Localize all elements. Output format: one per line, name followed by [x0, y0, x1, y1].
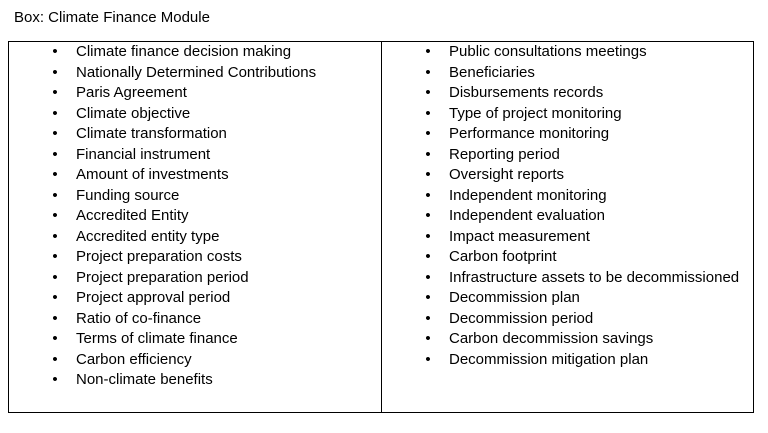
list-item-text: Non-climate benefits: [76, 371, 213, 388]
list-item: [382, 227, 753, 248]
list-item-text: Funding source: [76, 186, 180, 204]
list-item: [9, 227, 381, 248]
left-column: [9, 42, 382, 412]
list-item-text: Reporting period: [449, 145, 560, 163]
list-item-text: Independent evaluation: [449, 207, 605, 224]
list-item: [382, 288, 753, 309]
list-item: [9, 104, 381, 125]
list-item: [9, 288, 381, 309]
bullet-icon: •: [52, 166, 58, 183]
list-item: [9, 309, 381, 330]
bullet-icon: •: [425, 248, 431, 265]
bullet-icon: •: [425, 63, 431, 81]
list-item-text: Project preparation period: [76, 268, 249, 286]
list-item-text: Decommission period: [449, 309, 594, 327]
list-item-text: Public consultations meetings: [449, 43, 647, 60]
list-item-text: Financial instrument: [76, 145, 211, 163]
bullet-icon: •: [52, 207, 58, 224]
list-item: [382, 268, 753, 289]
bullet-icon: •: [52, 104, 58, 122]
bullet-icon: •: [52, 248, 58, 265]
bullet-icon: •: [52, 350, 58, 368]
list-item: [9, 329, 381, 350]
list-item-text: Carbon efficiency: [76, 350, 192, 368]
list-item-text: Disbursements records: [449, 84, 604, 101]
list-item-text: Independent monitoring: [449, 186, 607, 204]
list-item: [9, 42, 381, 63]
list-item-text: Carbon decommission savings: [449, 330, 654, 347]
bullet-icon: •: [52, 145, 58, 163]
list-item-text: Oversight reports: [449, 166, 565, 183]
bullet-icon: •: [425, 104, 431, 122]
bullet-icon: •: [52, 63, 58, 81]
list-item-text: Decommission plan: [449, 289, 580, 306]
list-item-text: Accredited entity type: [76, 227, 220, 245]
bullet-icon: •: [52, 289, 58, 306]
list-item: [382, 42, 753, 63]
list-item: [382, 329, 753, 350]
list-item: [9, 63, 381, 84]
list-item-text: Project approval period: [76, 289, 231, 306]
list-item: [9, 165, 381, 186]
bullet-icon: •: [425, 350, 431, 368]
list-item: [9, 145, 381, 166]
list-item-text: Nationally Determined Contributions: [76, 63, 317, 81]
bullet-icon: •: [52, 84, 58, 101]
bullet-icon: •: [425, 268, 431, 286]
list-item-text: Terms of climate finance: [76, 330, 238, 347]
list-item: [9, 124, 381, 145]
list-item: [9, 206, 381, 227]
bullet-icon: •: [52, 125, 58, 142]
list-item: [382, 206, 753, 227]
list-item-text: Ratio of co-finance: [76, 309, 202, 327]
bullet-icon: •: [425, 309, 431, 327]
bullet-icon: •: [425, 43, 431, 60]
list-item-text: Project preparation costs: [76, 248, 242, 265]
box-title: Box: Climate Finance Module: [14, 9, 210, 26]
bullet-icon: •: [52, 330, 58, 347]
list-item-text: Accredited Entity: [76, 207, 189, 224]
bullet-icon: •: [52, 268, 58, 286]
list-item-text: Carbon footprint: [449, 248, 557, 265]
bullet-icon: •: [52, 43, 58, 60]
bullet-icon: •: [52, 227, 58, 245]
list-item-text: Climate objective: [76, 104, 191, 122]
list-item-text: Paris Agreement: [76, 84, 187, 101]
bullet-icon: •: [425, 330, 431, 347]
bullet-icon: •: [425, 145, 431, 163]
bullet-icon: •: [52, 371, 58, 388]
left-item-list: [9, 42, 381, 391]
list-item: [382, 124, 753, 145]
list-item: [382, 104, 753, 125]
list-item-text: Amount of investments: [76, 166, 229, 183]
list-item: [9, 350, 381, 371]
bullet-icon: •: [425, 186, 431, 204]
bullet-icon: •: [52, 186, 58, 204]
list-item-text: Infrastructure assets to be decommissioned: [449, 268, 740, 286]
list-item-text: Performance monitoring: [449, 125, 610, 142]
list-item-text: Decommission mitigation plan: [449, 350, 649, 368]
right-item-list: [382, 42, 753, 370]
bullet-icon: •: [425, 289, 431, 306]
list-item: [9, 83, 381, 104]
list-item: [382, 309, 753, 330]
list-item: [9, 268, 381, 289]
list-item-text: Climate finance decision making: [76, 43, 292, 60]
bullet-icon: •: [425, 227, 431, 245]
list-item: [382, 83, 753, 104]
list-item: [382, 165, 753, 186]
list-item-text: Climate transformation: [76, 125, 227, 142]
climate-finance-box: [8, 41, 754, 413]
bullet-icon: •: [425, 207, 431, 224]
bullet-icon: •: [425, 84, 431, 101]
list-item: [382, 63, 753, 84]
list-item: [382, 145, 753, 166]
list-item: [382, 186, 753, 207]
bullet-icon: •: [425, 166, 431, 183]
bullet-icon: •: [52, 309, 58, 327]
list-item: [382, 247, 753, 268]
list-item-text: Type of project monitoring: [449, 104, 622, 122]
bullet-icon: •: [425, 125, 431, 142]
list-item: [382, 350, 753, 371]
list-item: [9, 247, 381, 268]
list-item-text: Beneficiaries: [449, 63, 535, 81]
list-item-text: Impact measurement: [449, 227, 590, 245]
right-column: [382, 42, 753, 412]
list-item: [9, 186, 381, 207]
list-item: [9, 370, 381, 391]
